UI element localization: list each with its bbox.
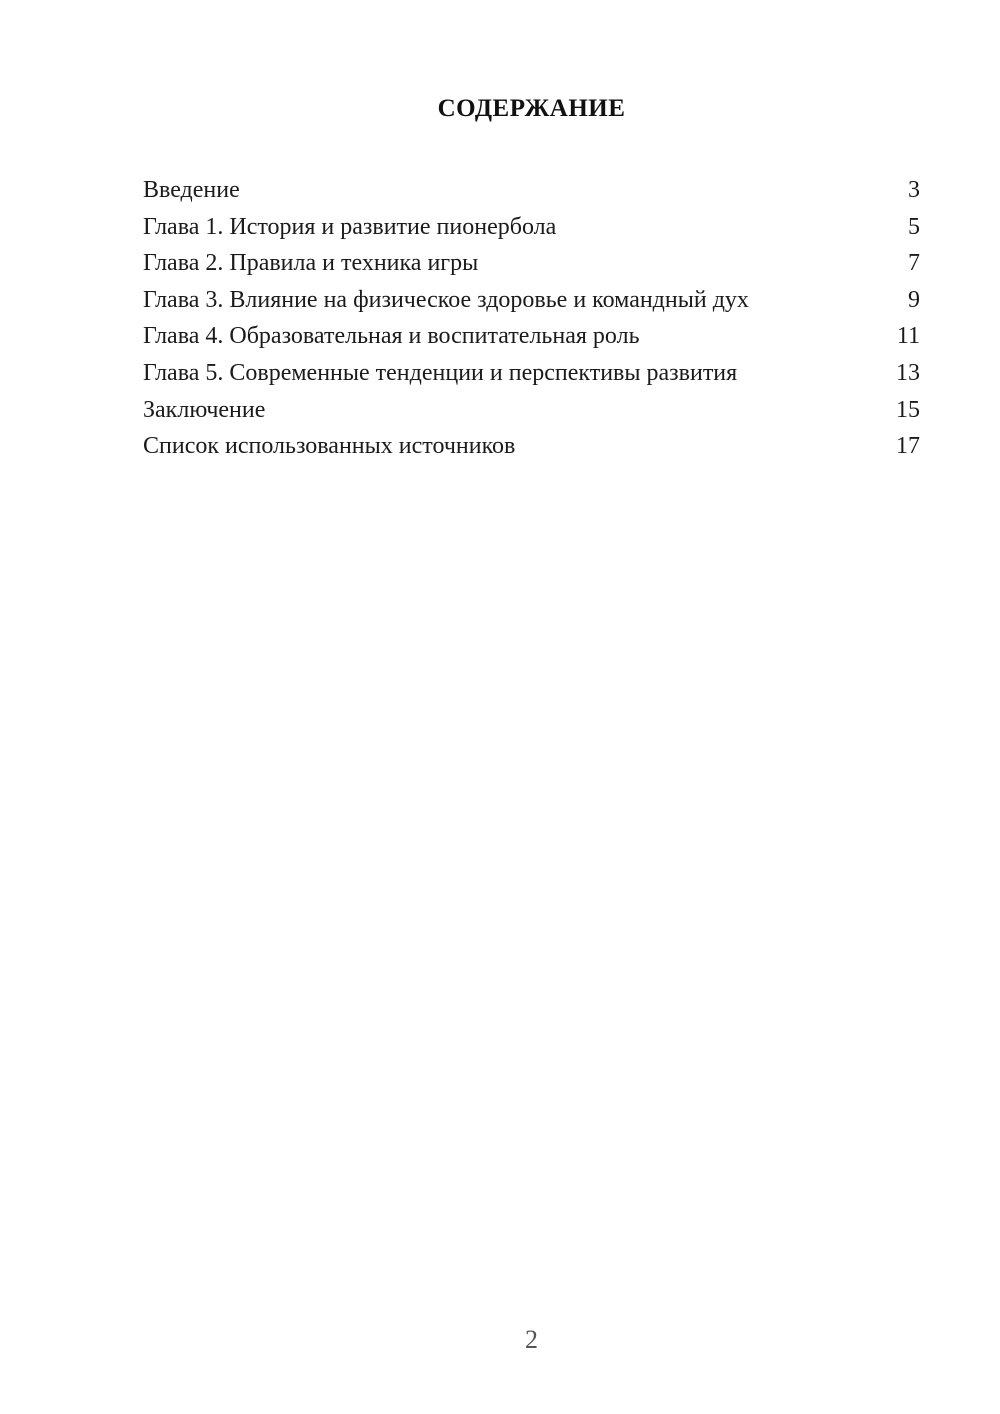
toc-entry-label: Список использованных источников — [143, 433, 516, 460]
toc-list — [143, 172, 920, 465]
toc-entry — [143, 428, 920, 465]
toc-entry-label: Глава 3. Влияние на физическое здоровье и командный дух — [143, 286, 749, 313]
page-title: СОДЕРЖАНИЕ — [437, 95, 626, 122]
toc-entry-page: 7 — [908, 250, 920, 277]
footer-page-number: 2 — [525, 1325, 538, 1354]
toc-entry-page: 5 — [908, 213, 920, 240]
toc-entry-label: Введение — [143, 177, 240, 203]
toc-entry-label: Глава 5. Современные тенденции и перспективы развития — [143, 359, 738, 386]
toc-entry — [143, 318, 920, 355]
toc-entry-page: 13 — [896, 359, 920, 386]
toc-entry-label: Глава 1. История и развитие пионербола — [143, 213, 557, 240]
toc-entry-label: Заключение — [143, 396, 266, 423]
toc-entry — [143, 209, 920, 246]
toc-entry — [143, 355, 920, 392]
toc-entry-page: 17 — [896, 433, 920, 460]
toc-entry-label: Глава 2. Правила и техника игры — [143, 250, 479, 277]
toc-entry — [143, 282, 920, 319]
toc-entry-page: 15 — [896, 396, 920, 423]
toc-entry-page: 3 — [908, 177, 920, 203]
toc-entry-page: 9 — [908, 286, 920, 313]
toc-entry — [143, 245, 920, 282]
page-content — [0, 0, 1000, 465]
toc-entry-page: 11 — [896, 323, 920, 350]
toc-entry — [143, 172, 920, 209]
toc-entry — [143, 392, 920, 429]
toc-entry-label: Глава 4. Образовательная и воспитательная роль — [143, 323, 640, 350]
